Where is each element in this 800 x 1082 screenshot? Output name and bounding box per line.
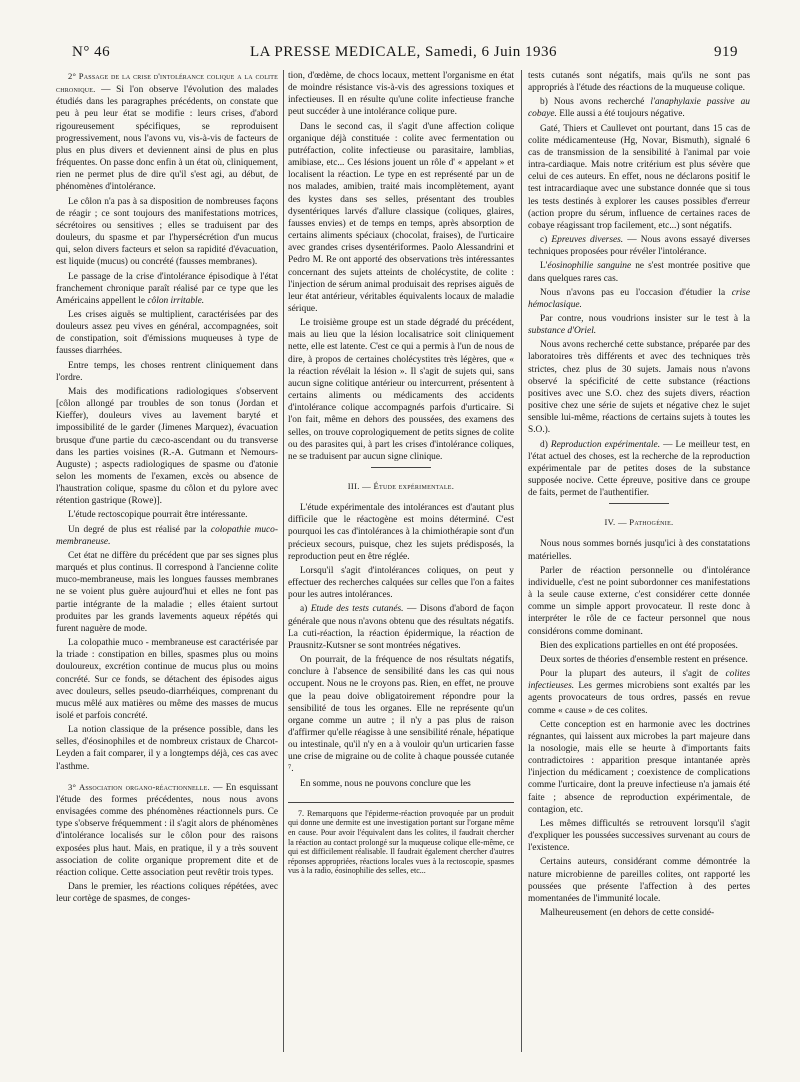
subsection-heading: 3° Association organo-réactionnelle. bbox=[68, 781, 210, 792]
page-header bbox=[72, 44, 738, 64]
paragraph bbox=[528, 260, 750, 284]
section-heading: III. — Étude expérimentale. bbox=[347, 481, 455, 491]
section-rule bbox=[609, 503, 669, 504]
paragraph: Bien des explications partielles en ont été proposées. bbox=[540, 640, 738, 651]
paragraph-text: — Nous avons essayé diverses techniques proposées pour révéler l'intolérance. bbox=[528, 235, 750, 258]
paragraph-text: L' bbox=[540, 261, 548, 272]
page-number: 919 bbox=[714, 44, 738, 60]
italic-term: éosinophilie sanguine bbox=[547, 261, 632, 272]
paragraph: Les crises aiguës se multiplient, caractérisées par des douleurs assez peu vives en général, accompagnées, soit de constipation, soit d'émissions muqueuses à type de fausses diarrhées. bbox=[56, 309, 278, 357]
paragraph: Dans le premier, les réactions coliques répétées, avec leur cortège de spasmes, de conges- bbox=[56, 882, 278, 905]
paragraph: Les mêmes difficultés se retrouvent lorsqu'il s'agit d'expliquer les poussées successives survenant au cours de l'existence. bbox=[528, 818, 750, 854]
italic-term: crise hémoclasique. bbox=[528, 287, 750, 310]
paragraph: Lorsqu'il s'agit d'intolérances coliques, on peut y effectuer des recherches calquées sur celles que l'on a faites pour les autres intolérances. bbox=[288, 565, 514, 601]
italic-term: colopathie muco-membraneuse. bbox=[56, 524, 278, 547]
paragraph-text: ne s'est montrée positive que dans quelques rares cas. bbox=[528, 261, 750, 284]
issue-number: N° 46 bbox=[72, 44, 111, 60]
paragraph-text: — Si l'on observe l'évolution des malades étudiés dans les paragraphes précédents, on constate que peu à peu leur état se modifie : leurs crises, d'abord rigoureusement spécifiques, se reproduisent progressivement, nous l'avons vu, vis-à-vis de facteurs de plus en plus divers et deviennent ainsi de plus en plus fréquentes. On passe donc enfin à un état où, cliniquement, rien ne permet plus de dire qu'il s'est agi, au début, de phénomènes d'intolérance. bbox=[56, 85, 278, 193]
paragraph: Malheureusement (en dehors de cette considé- bbox=[540, 908, 715, 918]
column-1 bbox=[56, 70, 278, 1062]
paragraph-text: Par contre, nous voudrions insister sur le test à la bbox=[540, 313, 750, 324]
paragraph-text: a) bbox=[300, 604, 311, 615]
paragraph bbox=[528, 287, 750, 311]
footnote-rule bbox=[288, 802, 514, 803]
paragraph: L'étude expérimentale des intolérances est d'autant plus difficile que le réactogène est moins déterminé. C'est pourquoi les cas d'intolérances à la chimiothérapie sont d'un précieux secours, puisque, chez les sujets prédisposés, la reproduction peut en être réglée. bbox=[288, 503, 514, 562]
paragraph: Gaté, Thiers et Caullevet ont pourtant, dans 15 cas de colite médicamenteuse (Hg, Novar, Bismuth), signalé 6 cas de transmission de la sensibilité à l'animal par voie intra-cardiaque. Mais notre critérium est plus sévère que celui de ces auteurs. En effet, nous ne déclarons positif le test intracardiaque avec une substance donnée que si tous les tests destinés à explorer les causes possibles d'erreur (action propre du sérum, influence de certaines races de cobaye réagissant trop facilement, etc...) sont négatifs. bbox=[528, 123, 750, 231]
paragraph: Dans le second cas, il s'agit d'une affection colique organique déjà constituée : colite avec fermentation ou putréfaction, colite infectieuse ou parasitaire, lamblias, amibiase, etc... Ces lésions jouent un rôle d' « appelant » et localisent la réaction. Le type en est représenté par un de nos malades, amibien, traité mais incomplètement, ayant des kystes dans ses selles, présentant des troubles dysentériques larvés d'allure classique (coliques, glaires, fausses envies) et de temps en temps, après absorption de certains aliments spéciaux (chocolat, fraises), de l'urticaire avec grandes crises dysentériformes. Paolo Alessandrini et Pedro M. Re ont apporté des observations très intéressantes concernant des sujets atteints de cholécystite, de colite : l'injection de sérum animal produisait des reprises aiguës de leur état antérieur, véritables équivalents locaux de maladie sérique. bbox=[288, 121, 514, 314]
paragraph: L'étude rectoscopique pourrait être intéressante. bbox=[68, 510, 248, 521]
paragraph: Cette conception est en harmonie avec les doctrines régnantes, qui laissent aux microbes la part majeure dans la nosologie, mais elle se heurte à d'importants faits contradictoires : apparition presque intantanée après l'injection du médicament ; coexistence de complications comme l'urticaire, dont la preuve infectieuse n'a jamais été faite ; absence de reproduction expérimentale, de contagion, etc. bbox=[528, 719, 750, 815]
paragraph-text: — Le meilleur test, en l'état actuel des choses, est la recherche de la reproduction expérimentale par de petites doses de la substance supposée nocive. Cette épreuve, positive dans ce groupe de faits, permet de l'authentifier. bbox=[528, 439, 750, 499]
paragraph bbox=[528, 313, 750, 337]
paragraph bbox=[56, 271, 278, 307]
paragraph-text: Elle aussi a été toujours négative. bbox=[556, 109, 685, 120]
paragraph: Entre temps, les choses rentrent cliniquement dans l'ordre. bbox=[56, 360, 278, 383]
footnote: 7. Remarquons que l'épiderme-réaction provoquée par un produit qui donne une dermite est une investigation portant sur l'organe même en cause. Pour avoir l'équivalent dans les colites, il faudrait chercher la réaction au contact prolongé sur la muqueuse colique elle-même, ce qui est difficilement réalisable. Il faudrait également chercher d'autres réponses appropriées, réactions locales vues à la rectoscopie, spasmes vus à la radio, éosinophilie des selles, etc... bbox=[288, 808, 514, 876]
column-divider bbox=[283, 70, 284, 1052]
paragraph-text: Un degré de plus est réalisé par la bbox=[68, 524, 211, 535]
paragraph bbox=[56, 781, 278, 879]
paragraph: Mais des modifications radiologiques s'observent [côlon allongé par troubles de son tonus (Jordan et Kieffer), douleurs vives au lavement baryté et impossibilité de le garder (Jimenes Marquez), évacuation brusque d'une partie du cæco-ascendant ou du transverse dans les parties voisines (R.-A. Gutmann et Nemours-Auguste) ; aspects radiologiques de spasme ou d'atonie selon les moments de l'examen, excès ou absence de l'haustration colique, spasme du côlon et du pylore avec rétention gastrique (Rowe)]. bbox=[56, 386, 278, 507]
paragraph: Cet état ne diffère du précédent que par ses signes plus marqués et plus continus. Il correspond à l'ancienne colite muco-membraneuse, mais les longues fausses membranes ne se voient plus guère aujourd'hui et elles ne font pas partie intégrante de la maladie ; elles étaient surtout produites par les grands lavements aqueux répétés qui furent naguère de mode. bbox=[56, 550, 278, 634]
italic-term: substance d'Oriel. bbox=[528, 326, 597, 337]
paragraph: En somme, nous ne pouvons conclure que les bbox=[300, 778, 471, 789]
paragraph: Parler de réaction personnelle ou d'intolérance individuelle, c'est ne point subordonner ces manifestations à la seule cause externe, c'est considérer cette donnée comme un simple apport provocateur. Il reste donc à interpréter le rôle de ce facteur personnel que nous considérons comme dominant. bbox=[528, 565, 750, 637]
column-2 bbox=[288, 70, 514, 1062]
section-heading: IV. — Pathogénie. bbox=[604, 517, 674, 528]
paragraph bbox=[528, 96, 750, 120]
italic-term: Epreuves diverses. bbox=[551, 235, 624, 246]
paragraph-text: c) bbox=[540, 235, 552, 246]
paragraph: Nous avons recherché cette substance, préparée par des laboratoires très différents et avec des techniques très strictes, chez plus de 30 sujets. Jamais nous n'avons observé la spécificité de cette substance (réactions positives avec une S.O. chez des sujets divers, réaction positive chez une série de sujets et négative chez le sujet sensible lui-même, réactions de certains sujets à toutes les S.O.). bbox=[528, 340, 750, 436]
paragraph-text: Nous n'avons pas eu l'occasion d'étudier la bbox=[540, 287, 732, 298]
paragraph bbox=[528, 234, 750, 258]
paragraph: Deux sortes de théories d'ensemble restent en présence. bbox=[540, 654, 748, 665]
paragraph-text: Pour la plupart des auteurs, il s'agit de bbox=[540, 669, 726, 680]
paragraph: La notion classique de la présence possible, dans les selles, d'éosinophiles et de nombreux cristaux de Charcot-Leyden a fait comparer, il y a longtemps déjà, ces cas avec l'asthme. bbox=[56, 725, 278, 772]
paragraph-text: b) Nous avons recherché bbox=[540, 97, 651, 108]
paragraph-text: Les germes microbiens sont exaltés par les agents provocateurs de tous ordres, passés en revue comme « cause » de ces colites. bbox=[528, 681, 750, 716]
italic-term: côlon irritable. bbox=[147, 295, 205, 306]
journal-title: LA PRESSE MEDICALE, Samedi, 6 Juin 1936 bbox=[250, 44, 558, 60]
paragraph: On pourrait, de la fréquence de nos résultats négatifs, conclure à l'absence de sensibilité dans les cas qui nous occupent. Nous ne le croyons pas. Rien, en effet, ne prouve que la peau doive obligatoirement répondre pour la sensibilité de tous les organes. Elle ne représente qu'un organe comme un autre ; il n'y a pas plus de raison d'affirmer qu'elle réagisse à une sensibilité rénale, hépatique ou intestinale, qu'il n'y en a à vouloir qu'un urticarien fasse une crise de migraine ou de colite à chaque poussée cutanée ⁷. bbox=[288, 655, 514, 775]
paragraph bbox=[56, 70, 278, 194]
column-3 bbox=[528, 70, 750, 1062]
paragraph: Le troisième groupe est un stade dégradé du précédent, mais au lieu que la lésion localisatrice soit cliniquement nette, elle est latente. C'est ce qui a permis à l'un de nous de dire, à propos de certaines cholécystites très légères, que « la réaction révélait la lésion ». Il s'agit de sujets qui, sans aucun signe colitique antérieur ou intercurrent, présentent à certains aliments ou médicaments des accidents d'intolérance colique accompagnés parfois d'urticaire. Si l'on fait, même en dehors des poussées, des examens des selles, on trouve coprologiquement de petits signes de colite ou des parasites qui, à part les crises d'intolérance coliques, ne se traduisent par aucun signe clinique. bbox=[288, 318, 514, 462]
paragraph-text: — En esquissant l'étude des formes précédentes, nous nous avons envisagées comme des phénomènes réactionnels purs. Ce type s'observe fréquemment : il s'agit alors de phénomènes d'intolérance localisés sur le côlon pour des raisons exposées plus haut. Mais, en pratique, il y a très souvent association de colite organique proprement dite et de réaction colique. Cette association peut revêtir trois types. bbox=[56, 782, 278, 878]
paragraph-text: Le passage de la crise d'intolérance épisodique à l'état franchement chronique paraît réalisé par ce type que les Américains appellent le bbox=[56, 271, 278, 306]
italic-term: Reproduction expérimentale. bbox=[550, 439, 661, 450]
paragraph bbox=[56, 524, 278, 548]
section-rule bbox=[371, 467, 431, 468]
paragraph: Le côlon n'a pas à sa disposition de nombreuses façons de réagir ; ce sont toujours des manifestations motrices, sécrétoires ou sensitives ; elles se traduisent par des douleurs, du spasme et par l'hypersécrétion d'un mucus qui, selon divers facteurs et selon sa rapidité d'évacuation, est liquide (mucus) ou concrété (fausses membranes). bbox=[56, 196, 278, 268]
paragraph: La colopathie muco - membraneuse est caractérisée par la triade : constipation en billes, spasmes plus ou moins douloureux, excrétion continue de mucus plus ou moins concrété. Sur ce fonds, se détachent des épisodes aigus avec douleurs, selles pseudo-diarrhéiques, comprenant du mucus mêlé aux matières ou même des masses de mucus isolé et parfois concrété. bbox=[56, 638, 278, 721]
column-divider bbox=[521, 70, 522, 1052]
paragraph: Nous nous sommes bornés jusqu'ici à des constatations matérielles. bbox=[528, 539, 750, 562]
italic-term: l'anaphylaxie passive au cobaye. bbox=[528, 97, 750, 120]
italic-term: colites infectieuses. bbox=[528, 669, 750, 692]
italic-term: Etude des tests cutanés. bbox=[310, 604, 404, 615]
paragraph bbox=[288, 603, 514, 652]
paragraph bbox=[528, 439, 750, 500]
subsection-heading: 2° Passage de la crise d'intolérance colique a la colite chronique. bbox=[56, 71, 278, 95]
paragraph: Certains auteurs, considérant comme démontrée la nature microbienne de pareilles colites, ont rapporté les poussées que présente l'affection à des pertes momentanées de l'immunité locale. bbox=[528, 857, 750, 904]
paragraph-text: — Disons d'abord de façon générale que nous n'avons obtenu que des résultats négatifs. La cuti-réaction, la réaction épidermique, la réaction de Prausnitz-Kutsner se sont montrées négatives. bbox=[288, 604, 514, 651]
paragraph: tion, d'œdème, de chocs locaux, mettent l'organisme en état de moindre résistance vis-à-vis des agressions toxiques et infectieuses. Il en résulte qu'une colite infectieuse franche peut succéder à une intolérance colique pure. bbox=[288, 71, 514, 118]
paragraph-text: d) bbox=[540, 439, 551, 450]
paragraph bbox=[528, 668, 750, 717]
paragraph: tests cutanés sont négatifs, mais qu'ils ne sont pas appropriés à l'étude des réactions de la muqueuse colique. bbox=[528, 71, 750, 94]
